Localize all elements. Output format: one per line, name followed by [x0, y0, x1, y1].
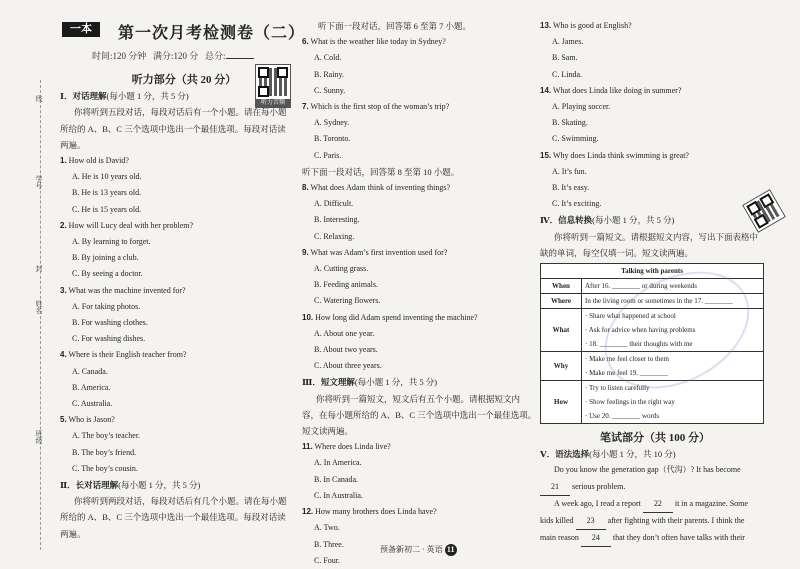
- questions-13-15: [540, 18, 770, 212]
- table-item[interactable]: After 16. ________ or during weekends: [585, 282, 697, 291]
- table-title: Talking with parents: [541, 264, 764, 279]
- question-number: 3.: [60, 285, 67, 295]
- qr-caption: 听力音频: [255, 99, 291, 108]
- question-number: 7.: [302, 102, 309, 112]
- question-stem: [302, 99, 530, 115]
- answer-option[interactable]: A. Sydney.: [314, 118, 350, 128]
- question-stem: [302, 34, 530, 50]
- question-number: 14.: [540, 85, 552, 95]
- answer-option[interactable]: A. Playing soccer.: [552, 102, 611, 112]
- answer-option[interactable]: B. Rainy.: [314, 69, 344, 79]
- question-text: What does Adam think of inventing things?: [310, 183, 451, 193]
- question-text: How old is David?: [68, 156, 129, 166]
- passage-line: A week ago, I read a report 22 it in a magazine. Some: [540, 496, 770, 513]
- table-item[interactable]: · Use 20. ________ words: [585, 412, 660, 421]
- answer-option[interactable]: A. For taking photos.: [72, 301, 141, 311]
- question-text: Where is their English teacher from?: [68, 350, 187, 360]
- question-stem: [60, 218, 288, 234]
- question-stem: [60, 283, 288, 299]
- dialogue-8-10-head: 听下面一段对话，回答第 8 至第 10 小题。: [302, 166, 460, 177]
- time-limit: 时间:120 分钟: [92, 51, 147, 61]
- answer-option[interactable]: C. Paris.: [314, 150, 342, 160]
- question-text: What is the weather like today in Sydney?: [310, 37, 446, 47]
- answer-option[interactable]: B. Skating.: [552, 118, 588, 128]
- answer-option[interactable]: C. In Australia.: [314, 490, 363, 500]
- answer-option[interactable]: A. Cold.: [314, 53, 342, 63]
- binding-margin: [22, 80, 56, 550]
- questions-1-5: [60, 153, 288, 477]
- question-number: 4.: [60, 350, 67, 360]
- answer-option[interactable]: C. It’s exciting.: [552, 199, 602, 209]
- blank-21[interactable]: 21: [540, 479, 570, 496]
- question-stem: [302, 180, 530, 196]
- brand-logo: 一本: [62, 22, 100, 37]
- question-stem: [540, 83, 770, 99]
- section-2-head: Ⅱ．长对话理解(每小题 1 分，共 5 分): [60, 480, 201, 491]
- table-item[interactable]: · Make me feel 19. ________: [585, 369, 668, 378]
- answer-option[interactable]: A. The boy’s teacher.: [72, 431, 141, 441]
- left-column: [60, 72, 288, 542]
- section-3-instructions: 你将听到一篇短文，短文后有五个小题。请根据短文内: [316, 393, 521, 404]
- table-row-label: What: [541, 309, 582, 352]
- question-text: How many brothers does Linda have?: [315, 507, 437, 517]
- answer-option[interactable]: C. Relaxing.: [314, 231, 355, 241]
- questions-6-7: [302, 34, 530, 164]
- answer-option[interactable]: C. By seeing a doctor.: [72, 269, 143, 279]
- table-row-label: When: [541, 279, 582, 294]
- answer-option[interactable]: B. It’s easy.: [552, 183, 590, 193]
- question-text: What was Adam’s first invention used for?: [310, 247, 448, 257]
- passage-line: Do you know the generation gap（代沟）? It has become: [554, 465, 741, 475]
- blank-24[interactable]: 24: [581, 530, 611, 547]
- section-2-instructions: 你将听到两段对话，每段对话后有几个小题。请在每小题: [74, 496, 287, 507]
- section-5-head: Ⅴ．语法选择(每小题 1 分，共 10 分): [540, 449, 676, 460]
- full-score: 满分:120 分: [153, 51, 199, 61]
- table-item[interactable]: · Make me feel closer to them: [585, 355, 669, 364]
- section-2-instructions: 两遍。: [60, 528, 86, 539]
- question-stem: [302, 245, 530, 261]
- question-number: 11.: [302, 442, 313, 452]
- blank-22[interactable]: 22: [643, 496, 673, 513]
- answer-option[interactable]: B. Three.: [314, 539, 344, 549]
- answer-option[interactable]: A. James.: [552, 37, 584, 47]
- table-row-label: How: [541, 381, 582, 424]
- question-number: 6.: [302, 37, 309, 47]
- blank-23[interactable]: 23: [576, 513, 606, 530]
- page-footer: [380, 544, 457, 556]
- middle-column: [302, 18, 537, 569]
- answer-option[interactable]: A. About one year.: [314, 328, 375, 338]
- passage-line: main reason 24 that they don’t often have talks with their: [540, 530, 770, 547]
- answer-option[interactable]: B. Sam.: [552, 53, 578, 63]
- question-number: 12.: [302, 507, 314, 517]
- side-label-line: 线: [35, 95, 43, 102]
- answer-option[interactable]: C. Sunny.: [314, 85, 346, 95]
- answer-option[interactable]: C. For washing dishes.: [72, 334, 146, 344]
- question-number: 10.: [302, 312, 314, 322]
- answer-option[interactable]: A. Canada.: [72, 366, 108, 376]
- table-row-label: Why: [541, 352, 582, 381]
- answer-option[interactable]: C. He is 15 years old.: [72, 204, 142, 214]
- answer-option[interactable]: B. He is 13 years old.: [72, 188, 142, 198]
- total-score-blank[interactable]: [226, 58, 254, 59]
- table-item[interactable]: · Share what happened at school: [585, 312, 676, 321]
- question-stem: [60, 412, 288, 428]
- answer-option[interactable]: A. It’s fun.: [552, 166, 587, 176]
- side-label-name: 姓名: [35, 300, 43, 314]
- question-text: Who is Jason?: [68, 415, 115, 425]
- questions-8-10: [302, 180, 530, 374]
- answer-option[interactable]: A. Difficult.: [314, 199, 354, 209]
- question-stem: [302, 439, 530, 455]
- dialogue-6-7-head: 听下面一段对话，回答第 6 至第 7 小题。: [318, 21, 472, 31]
- side-label-student-id: 学号: [35, 175, 43, 189]
- answer-option[interactable]: B. Feeding animals.: [314, 280, 378, 290]
- section-3-instructions: 短文读两遍。: [302, 426, 354, 437]
- passage-line: kids killed 23 after fighting with their parents. I think the: [540, 513, 770, 530]
- question-number: 13.: [540, 21, 552, 30]
- section-4-head: Ⅳ．信息转换(每小题 1 分，共 5 分): [540, 215, 675, 226]
- answer-option[interactable]: C. About three years.: [314, 361, 382, 371]
- question-text: What does Linda like doing in summer?: [552, 85, 682, 95]
- exam-meta: [92, 49, 254, 62]
- listening-title: 听力部分（共 20 分）: [131, 74, 237, 86]
- section-3-head: Ⅲ．短文理解(每小题 1 分，共 5 分): [302, 377, 438, 388]
- table-item[interactable]: · Ask for advice when having problems: [585, 326, 696, 335]
- side-label-class: 班级: [35, 430, 43, 444]
- answer-option[interactable]: B. About two years.: [314, 345, 378, 355]
- question-text: What was the machine invented for?: [68, 285, 186, 295]
- answer-option[interactable]: C. Watering flowers.: [314, 296, 381, 306]
- question-number: 8.: [302, 183, 309, 193]
- answer-option[interactable]: A. Cutting grass.: [314, 264, 369, 274]
- page-number: 11: [445, 544, 457, 556]
- section-4-instructions: 你将听到一篇短文。请根据短文内容，写出下面表格中: [554, 231, 759, 242]
- question-number: 15.: [540, 150, 552, 160]
- question-text: How long did Adam spend inventing the machine?: [315, 312, 478, 322]
- table-item[interactable]: In the living room or sometimes in the 17. ________: [585, 297, 733, 306]
- question-number: 5.: [60, 415, 67, 425]
- answer-option[interactable]: B. America.: [72, 382, 111, 392]
- answer-option[interactable]: B. By joining a club.: [72, 253, 139, 263]
- answer-option[interactable]: B. Interesting.: [314, 215, 360, 225]
- answer-option[interactable]: B. Toronto.: [314, 134, 351, 144]
- table-row-label: Where: [541, 294, 582, 309]
- question-number: 1.: [60, 156, 67, 166]
- answer-option[interactable]: A. Two.: [314, 523, 340, 533]
- question-text: Who is good at English?: [552, 21, 632, 30]
- answer-option[interactable]: C. Swimming.: [552, 134, 599, 144]
- total-score-label: 总分:: [205, 51, 226, 61]
- question-stem: [60, 153, 288, 169]
- question-stem: [60, 347, 288, 363]
- question-text: Where does Linda live?: [314, 442, 391, 452]
- section-1-instructions: 两遍。: [60, 139, 86, 150]
- section-1-instructions: 你将听到五段对话，每段对话后有一个小题。请在每小题: [74, 107, 287, 118]
- section-3-instructions: 容，在每小题所给的 A、B、C 三个选项中选出一个最佳选项。: [302, 409, 537, 420]
- question-text: Why does Linda think swimming is great?: [552, 150, 689, 160]
- table-row-content: [582, 381, 764, 424]
- answer-option[interactable]: C. Linda.: [552, 69, 582, 79]
- section-2-instructions: 所给的 A、B、C 三个选项中选出一个最佳选项。每段对话读: [60, 512, 286, 523]
- answer-option[interactable]: C. Four.: [314, 555, 341, 565]
- exam-title: 第一次月考检测卷（二）: [118, 25, 306, 42]
- section-4-instructions: 缺的单词，每空仅填一词。短文读两遍。: [540, 247, 694, 258]
- section-1-head: Ⅰ．对话理解(每小题 1 分，共 5 分): [60, 91, 189, 102]
- table-item[interactable]: · Show feelings in the right way: [585, 398, 675, 407]
- table-item[interactable]: · Try to listen carefully: [585, 384, 650, 393]
- cut-line: [40, 80, 41, 550]
- question-number: 2.: [60, 220, 67, 230]
- question-number: 9.: [302, 247, 309, 257]
- question-text: Which is the first stop of the woman’s trip?: [310, 102, 450, 112]
- answer-option[interactable]: B. In Canada.: [314, 474, 358, 484]
- answer-option[interactable]: A. In America.: [314, 458, 362, 468]
- answer-option[interactable]: A. By learning to forget.: [72, 237, 151, 247]
- writing-title: 笔试部分（共 100 分）: [600, 432, 710, 445]
- side-label-seal: 封: [35, 265, 43, 272]
- answer-option[interactable]: B. The boy’s friend.: [72, 447, 137, 457]
- footer-text: 预备新初二 · 英语: [380, 545, 443, 554]
- question-stem: [302, 310, 530, 326]
- question-stem: [302, 504, 530, 520]
- table-item[interactable]: · 18. ________ their thoughts with me: [585, 340, 693, 349]
- answer-option[interactable]: A. He is 10 years old.: [72, 172, 142, 182]
- answer-option[interactable]: C. Australia.: [72, 399, 113, 409]
- answer-option[interactable]: B. For washing clothes.: [72, 318, 148, 328]
- question-text: How will Lucy deal with her problem?: [68, 220, 194, 230]
- section-1-instructions: 所给的 A、B、C 三个选项中选出一个最佳选项。每段对话读: [60, 123, 286, 134]
- question-stem: [540, 148, 770, 164]
- question-stem: [540, 18, 770, 34]
- answer-option[interactable]: C. The boy’s cousin.: [72, 463, 138, 473]
- passage-line: 21 serious problem.: [540, 479, 770, 496]
